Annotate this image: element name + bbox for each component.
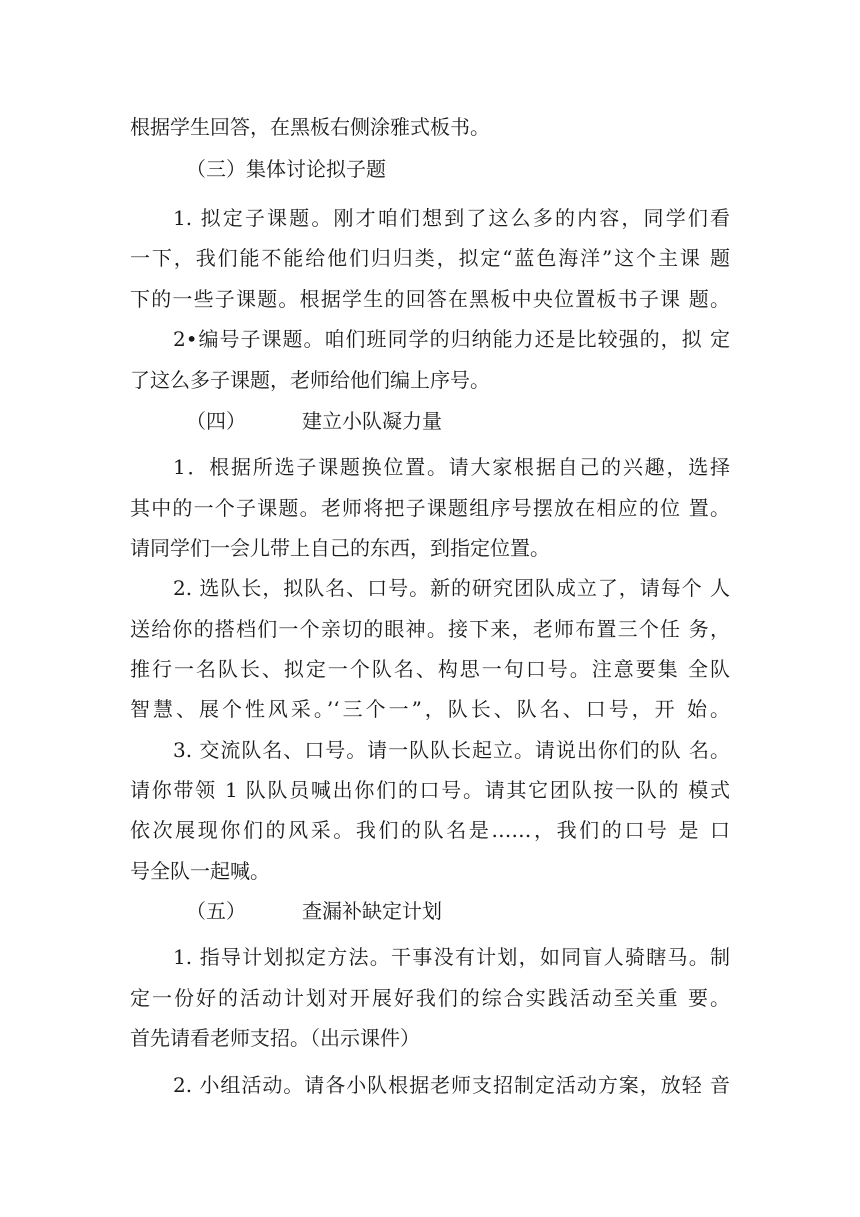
text-line: 依次展现你们的风采。我们的队名是……，我们的口号 是 口 bbox=[130, 818, 730, 842]
section-title: 查漏补缺定计划 bbox=[302, 899, 442, 923]
text-line: 首先请看老师支招。（出示课件） bbox=[130, 1026, 420, 1050]
text-line: 1. 拟定子课题。刚才咱们想到了这么多的内容，同学们看 bbox=[173, 206, 730, 230]
text-line: 送给你的搭档们一个亲切的眼神。接下来，老师布置三个任 务， bbox=[130, 617, 730, 641]
section-heading-5 bbox=[186, 896, 730, 926]
text-line: 一下，我们能不能给他们归归类，拟定“蓝色海洋”这个主课 题 bbox=[130, 246, 730, 270]
section-title: 建立小队凝力量 bbox=[302, 409, 442, 433]
text-line: 号全队一起喊。 bbox=[130, 859, 270, 883]
text-line: 下的一些子课题。根据学生的回答在黑板中央位置板书子课 题。 bbox=[130, 287, 730, 311]
text-line: 智慧、展个性风采。’‘三个一”，队长、队名、口号，开 始。 bbox=[130, 697, 730, 721]
text-line: 3. 交流队名、口号。请一队队长起立。请说出你们的队 名。 bbox=[173, 738, 730, 762]
section-number: （五） bbox=[186, 899, 246, 923]
text-line: 其中的一个子课题。老师将把子课题组序号摆放在相应的位 置。 bbox=[130, 496, 730, 520]
text-line: 2•编号子课题。咱们班同学的归纳能力还是比较强的，拟 定 bbox=[173, 327, 730, 351]
text-line: 根据学生回答，在黑板右侧涂雅式板书。 bbox=[130, 115, 490, 139]
text-line: 2. 小组活动。请各小队根据老师支招制定活动方案，放轻 音 bbox=[173, 1073, 730, 1097]
text-line: 1．根据所选子课题换位置。请大家根据自己的兴趣，选择 bbox=[173, 455, 730, 479]
text-line: 定一份好的活动计划对开展好我们的综合实践活动至关重 要。 bbox=[130, 986, 730, 1010]
section-number: （四） bbox=[186, 409, 246, 433]
text-line: 推行一名队长、拟定一个队名、构思一句口号。注意要集 全队 bbox=[130, 657, 730, 681]
section-heading-4 bbox=[186, 406, 730, 436]
text-line: 请同学们一会儿带上自己的东西，到指定位置。 bbox=[130, 536, 550, 560]
text-line: 了这么多子课题，老师给他们编上序号。 bbox=[130, 368, 490, 392]
text-line: 2. 选队长，拟队名、口号。新的研究团队成立了，请每个 人 bbox=[173, 576, 730, 600]
text-line: 请你带领 1 队队员喊出你们的口号。请其它团队按一队的 模式 bbox=[130, 778, 730, 802]
text-line: 1. 指导计划拟定方法。干事没有计划，如同盲人骑瞎马。制 bbox=[173, 945, 730, 969]
section-heading-3: （三）集体讨论拟子题 bbox=[186, 157, 386, 181]
